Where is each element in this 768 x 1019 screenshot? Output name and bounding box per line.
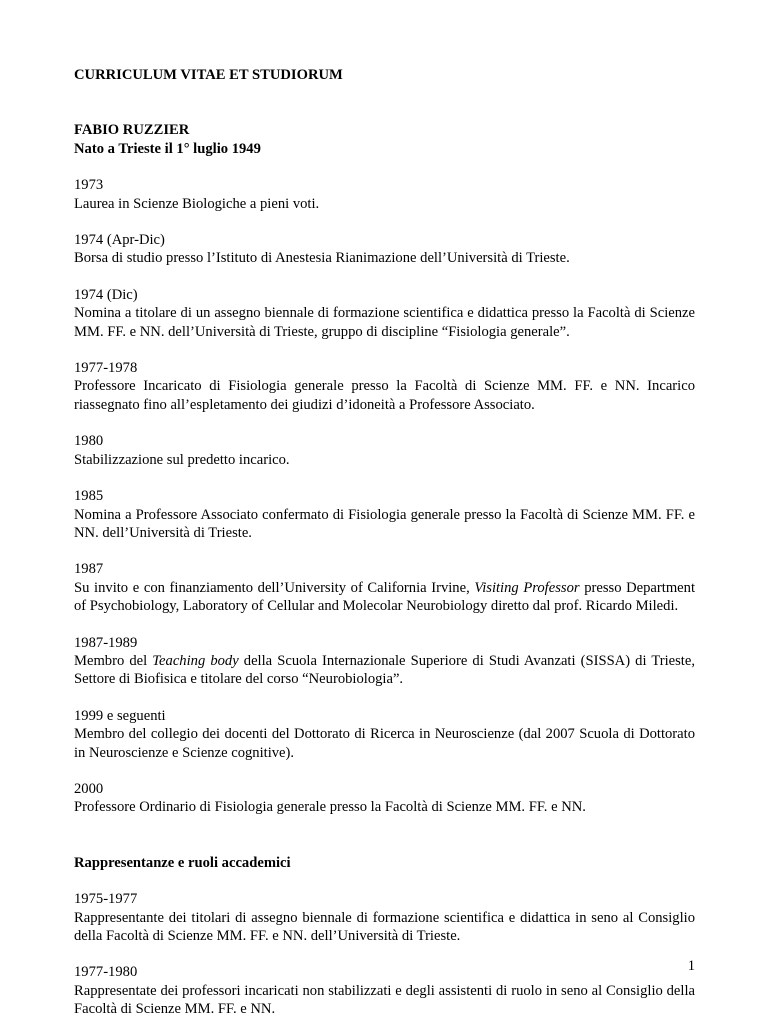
entry-text: Stabilizzazione sul predetto incarico.	[74, 451, 290, 468]
entry-text: Rappresentante dei titolari di assegno biennale di formazione scientifica e didattica in seno al Consiglio della Facoltà di Scienze MM. FF. e NN. dell’Università di Trieste.	[74, 909, 695, 944]
cv-entry	[74, 286, 695, 341]
person-header	[74, 121, 695, 158]
cv-entry	[74, 176, 695, 213]
entry-text: Nomina a titolare di un assegno biennale di formazione scientifica e didattica presso la Facoltà di Scienze MM. FF. e NN. dell’Università di Trieste, gruppo di discipline “Fisiologia generale”.	[74, 305, 695, 340]
section-heading: Rappresentanze e ruoli accademici	[74, 854, 291, 871]
cv-entry	[74, 432, 695, 469]
entry-text: Rappresentate dei professori incaricati non stabilizzati e degli assistenti di ruolo in seno al Consiglio della Facoltà di Scienze MM. FF. e NN.	[74, 982, 695, 1018]
entry-text: Membro del collegio dei docenti del Dottorato di Ricerca in Neuroscienze (dal 2007 Scuola di Dottorato in Neuroscienze e Scienze cognitive).	[74, 726, 695, 761]
entry-text-italic: Visiting Professor	[474, 579, 580, 596]
cv-entry	[74, 707, 695, 762]
entry-text-part: presso Department of Psychobiology, Laboratory of Cellular and Molecolar Neurobiology diretto dal prof. Ricardo Miledi.	[74, 579, 696, 615]
page-number: 1	[687, 958, 695, 974]
entry-text: Professore Ordinario di Fisiologia generale presso la Facoltà di Scienze MM. FF. e NN.	[74, 799, 586, 816]
entry-text-part: della Scuola Internazionale Superiore di Studi Avanzati (SISSA) di Trieste, Settore di Biofisica e titolare del corso “Neurobiologia”.	[74, 652, 695, 688]
entry-year: 1987-1989	[74, 634, 138, 651]
cv-entry	[74, 487, 695, 542]
entry-year: 1999 e seguenti	[74, 707, 166, 724]
entry-year: 1977-1978	[74, 360, 138, 377]
cv-entry	[74, 634, 695, 689]
entry-text	[74, 652, 695, 689]
entry-text-part: Su invito e con finanziamento dell’University of California Irvine,	[74, 579, 475, 596]
entry-year: 2000	[74, 780, 104, 797]
cv-entry	[74, 780, 695, 817]
cv-entry	[74, 560, 695, 615]
entry-text-part: Membro del	[74, 652, 153, 669]
cv-entry	[74, 890, 695, 945]
entry-year: 1974 (Dic)	[74, 286, 138, 303]
cv-entry	[74, 231, 695, 268]
entry-year: 1975-1977	[74, 891, 138, 908]
entry-text: Professore Incaricato di Fisiologia generale presso la Facoltà di Scienze MM. FF. e NN. Incarico riassegnato fino all’espletamento dei giudizi d’idoneità a Professore Associato.	[74, 378, 695, 413]
entry-text: Laurea in Scienze Biologiche a pieni voti.	[74, 195, 320, 212]
entry-year: 1985	[74, 488, 104, 505]
entry-year: 1973	[74, 177, 104, 194]
entry-text-italic: Teaching body	[152, 652, 239, 669]
entry-text: Borsa di studio presso l’Istituto di Anestesia Rianimazione dell’Università di Trieste.	[74, 250, 570, 267]
entry-year: 1974 (Apr-Dic)	[74, 232, 165, 249]
birth-info: Nato a Trieste il 1° luglio 1949	[74, 140, 261, 157]
entry-text: Nomina a Professore Associato confermato di Fisiologia generale presso la Facoltà di Scienze MM. FF. e NN. dell’Università di Trieste.	[74, 506, 695, 541]
entry-year: 1980	[74, 433, 104, 450]
entry-year: 1987	[74, 561, 104, 578]
cv-entry	[74, 359, 695, 414]
cv-entry	[74, 963, 695, 1018]
document-title: CURRICULUM VITAE ET STUDIORUM	[74, 67, 343, 83]
entry-year: 1977-1980	[74, 964, 138, 981]
entry-text	[74, 579, 695, 616]
person-name: FABIO RUZZIER	[74, 122, 190, 139]
